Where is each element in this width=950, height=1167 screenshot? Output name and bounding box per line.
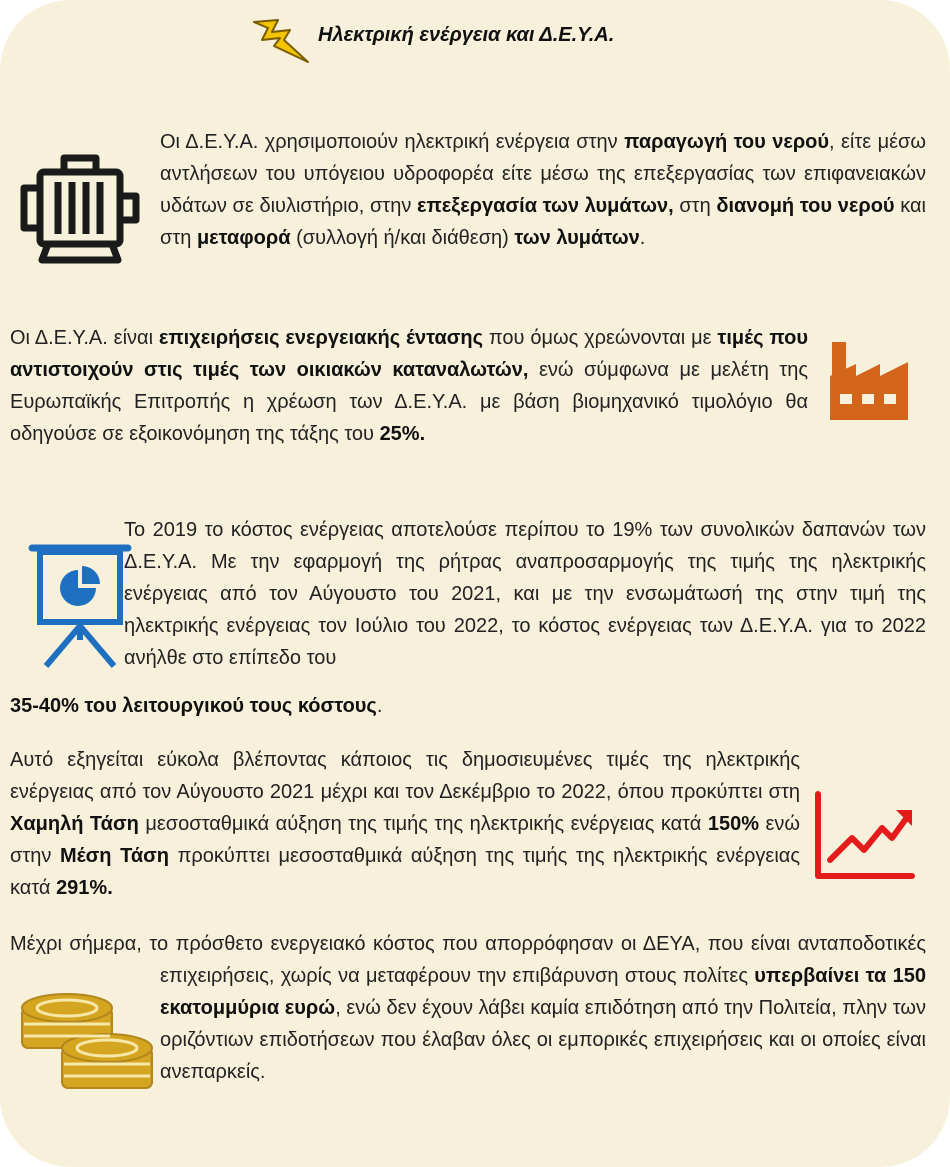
paragraph-4: Αυτό εξηγείται εύκολα βλέποντας κάποιος τις δημοσιευμένες τιμές της ηλεκτρικής ενέργειας από τον Αύγουστο 2021 μέχρι και τον Δεκέμβριο το 2022, όπου προκύπτει στη Χαμηλή Τάση μεσοσταθμικά αύξηση της τιμής της ηλεκτρικής ενέργειας κατά 150% ενώ στην Μέση Τάση προκύπτει μεσοσταθμικά αύξηση της τιμής της ηλεκτρικής ενέργειας κατά 291%. (10, 749, 800, 899)
electric-motor-icon (18, 152, 142, 268)
coins-text-shim (10, 928, 160, 1118)
paragraph-3: Το 2019 το κόστος ενέργειας αποτελούσε περίπου το 19% των συνολικών δαπανών των Δ.Ε.Υ.Α. Με την εφαρμογή της ρήτρας αναπροσαρμογής της τιμής της ηλεκτρικής ενέργειας από τον Αύγουστο του 2021, και με την ενσωμάτωσή της στην τιμή της ηλεκτρικής ενέργειας τον Ιούλιο του 2022, το κόστος ενέργειας των Δ.Ε.Υ.Α. για το 2022 ανήλθε στο επίπεδο του (124, 519, 926, 669)
lightning-bolt-icon (250, 16, 312, 66)
paragraph-2: Οι Δ.Ε.Υ.Α. είναι επιχειρήσεις ενεργειακής έντασης που όμως χρεώνονται με τιμές που αντιστοιχούν στις τιμές των οικιακών καταναλωτών, ενώ σύμφωνα με μελέτη της Ευρωπαϊκής Επιτροπής η χρέωση των Δ.Ε.Υ.Α. με βάση βιομηχανικό τιμολόγιο θα οδηγούσε σε εξοικονόμηση της τάξης του 25%. (10, 327, 809, 445)
page-title: Ηλεκτρική ενέργεια και Δ.Ε.Υ.Α. (318, 24, 615, 46)
paragraph-5: Μέχρι σήμερα, το πρόσθετο ενεργειακό κόστος που απορρόφησαν οι ΔΕΥΑ, που είναι ανταποδοτικές επιχειρήσεις, χωρίς να μεταφέρουν την επιβάρυνση στους πολίτες υπερβαίνει τα 150 εκατομμύρια ευρώ, ενώ δεν έχουν λάβει καμία επιδότηση από την Πολιτεία, πλην των οριζόντιων επιδοτήσεων που έλαβαν όλες οι εμπορικές επιχειρήσεις και οι οποίες είναι ανεπαρκείς. (10, 928, 926, 1118)
paragraph-3-end: 35-40% του λειτουργικού τους κόστους. (10, 695, 383, 717)
factory-icon (826, 336, 912, 422)
rising-trend-chart-icon (812, 790, 916, 882)
paragraph-1: Οι Δ.Ε.Υ.Α. χρησιμοποιούν ηλεκτρική ενέργεια στην παραγωγή του νερού, είτε μέσω αντλήσεων του υπόγειου υδροφορέα είτε μέσω της επεξεργασίας των επιφανειακών υδάτων σε διυλιστήριο, στην επεξεργασία των λυμάτων, στη διανομή του νερού και στη μεταφορά (συλλογή ή/και διάθεση) των λυμάτων. (160, 131, 926, 249)
